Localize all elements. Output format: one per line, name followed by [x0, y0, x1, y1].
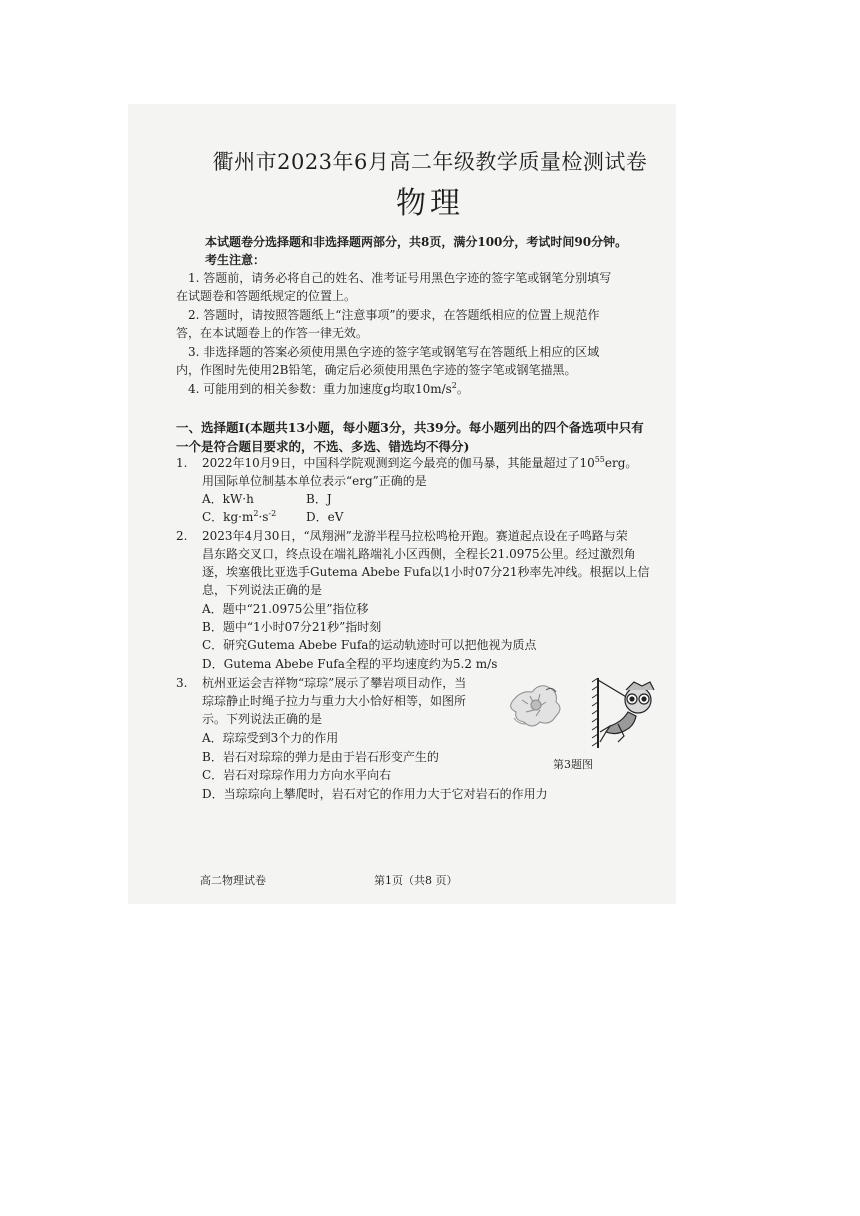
question-2-option-c: C．研究Gutema Abebe Fufa的运动轨迹时可以把他视为质点: [202, 638, 537, 652]
instruction-3-line1: 3. 非选择题的答案必须使用黑色字迹的签字笔或钢笔写在答题纸上相应的区域: [188, 345, 600, 359]
question-1-option-a: A．kW·h: [202, 492, 254, 506]
question-1-option-b: B．J: [306, 492, 332, 506]
question-3-figure-caption: 第3题图: [553, 758, 593, 771]
question-3-option-c: C．岩石对琮琮作用力方向水平向右: [202, 768, 392, 782]
question-3-option-a: A．琮琮受到3个力的作用: [202, 731, 339, 745]
section-1-heading-line1: 一、选择题I(本题共13小题，每小题3分，共39分。每小题列出的四个备选项中只有: [176, 420, 644, 435]
question-2-line1: 2023年4月30日，“凤翔洲”龙游半程马拉松鸣枪开跑。赛道起点设在子鸣路与荣: [202, 529, 628, 543]
section-1-heading-line2: 一个是符合题目要求的，不选、多选、错选均不得分): [176, 439, 470, 454]
instruction-1-line2: 在试题卷和答题纸规定的位置上。: [176, 289, 357, 303]
question-3-line3: 示。下列说法正确的是: [202, 712, 323, 726]
question-3-option-d: D．当琮琮向上攀爬时，岩石对它的作用力大于它对岩石的作用力: [202, 787, 548, 801]
instructions-heading: 考生注意：: [205, 253, 266, 267]
instruction-2-line2: 答，在本试题卷上的作答一律无效。: [176, 326, 369, 340]
question-3-option-b: B．岩石对琮琮的弹力是由于岩石形变产生的: [202, 750, 439, 764]
question-2-option-d: D．Gutema Abebe Fufa全程的平均速度约为5.2 m/s: [202, 657, 498, 671]
footer-page-number: 第1页（共8 页）: [374, 874, 458, 887]
exam-title: 衢州市2023年6月高二年级教学质量检测试卷: [212, 150, 648, 174]
question-2-number: 2.: [176, 529, 188, 543]
question-1-option-d: D．eV: [306, 510, 344, 524]
exam-subject: 物理: [396, 186, 464, 221]
question-2-line3: 逐，埃塞俄比亚选手Gutema Abebe Fufa以1小时07分21秒率先冲线。根据以上信: [202, 565, 650, 579]
question-1-number: 1.: [176, 456, 188, 470]
question-3-figure: [506, 672, 662, 754]
question-3-line2: 琮琮静止时绳子拉力与重力大小恰好相等，如图所: [202, 694, 467, 708]
rock-wall: [592, 678, 598, 748]
rope: [598, 680, 628, 698]
question-2-line2: 昌东路交叉口，终点设在端礼路端礼小区西侧，全程长21.0975公里。经过激烈角: [202, 547, 636, 561]
instruction-1-line1: 1. 答题前，请务必将自己的姓名、准考证号用黑色字迹的签字笔或钢笔分别填写: [188, 271, 612, 285]
question-1-line1: 2022年10月9日，中国科学院观测到迄今最亮的伽马暴，其能量超过了$10^{55}erg$。: [202, 455, 638, 470]
climbing-mascot-illustration: [600, 682, 654, 742]
question-2-line4: 息，下列说法正确的是: [202, 583, 323, 597]
instructions-intro: 本试题卷分选择题和非选择题两部分，共8页，满分100分，考试时间90分钟。: [205, 235, 628, 249]
instruction-2-line1: 2. 答题时，请按照答题纸上“注意事项”的要求，在答题纸相应的位置上规范作: [188, 308, 600, 322]
instruction-3-line2: 内，作图时先使用2B铅笔，确定后必须使用黑色字迹的签字笔或钢笔描黑。: [176, 363, 577, 377]
question-1-option-c: C．$kg\cdot m^2\cdot s^{-2}$: [202, 509, 277, 524]
question-2-option-b: B．题中“1小时07分21秒”指时刻: [202, 620, 382, 634]
instruction-4: 4. 可能用到的相关参数：重力加速度g均取$10m/s^2$。: [188, 381, 469, 396]
question-1-line2: 用国际单位制基本单位表示“erg”正确的是: [202, 474, 427, 488]
mascot-splash-illustration: [511, 686, 560, 726]
footer-exam-name: 高二物理试卷: [200, 874, 266, 887]
question-3-number: 3.: [176, 676, 188, 690]
question-3-line1: 杭州亚运会吉祥物“琮琮”展示了攀岩项目动作，当: [202, 676, 467, 690]
question-2-option-a: A．题中“21.0975公里”指位移: [202, 602, 369, 616]
